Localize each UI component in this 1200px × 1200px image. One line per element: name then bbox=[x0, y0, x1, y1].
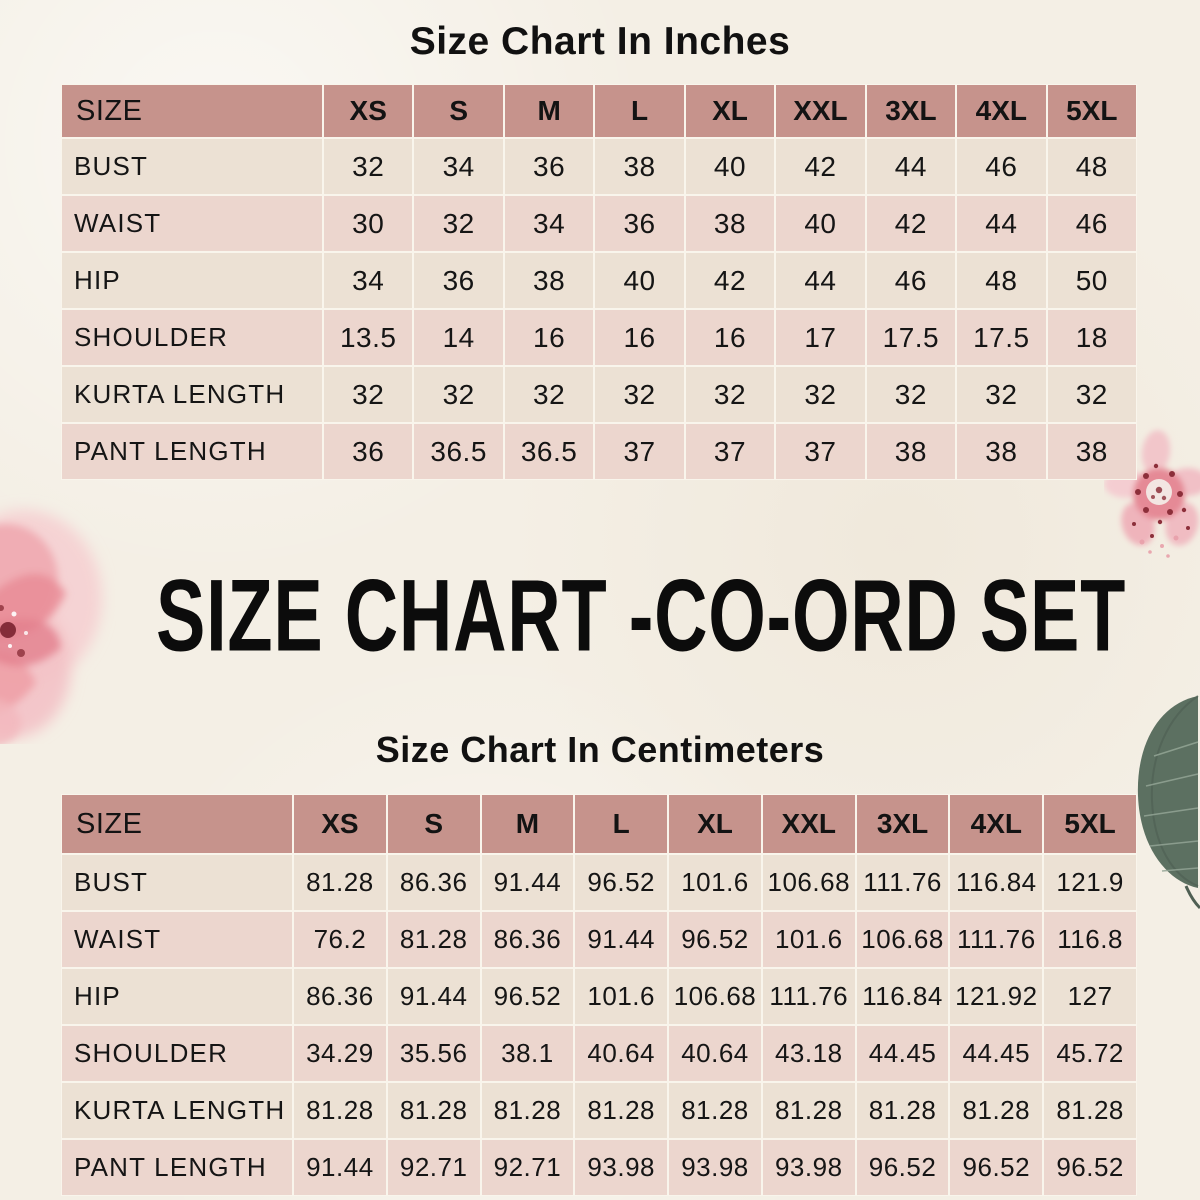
value-cell: 32 bbox=[776, 367, 864, 422]
value-cell: 96.52 bbox=[950, 1140, 1042, 1195]
value-cell: 127 bbox=[1044, 969, 1136, 1024]
value-cell: 34 bbox=[414, 139, 502, 194]
size-header-cell: SIZE bbox=[62, 85, 322, 137]
value-cell: 32 bbox=[505, 367, 593, 422]
value-cell: 81.28 bbox=[294, 855, 386, 910]
value-cell: 34 bbox=[324, 253, 412, 308]
value-cell: 44 bbox=[957, 196, 1045, 251]
value-cell: 36 bbox=[414, 253, 502, 308]
value-cell: 32 bbox=[595, 367, 683, 422]
value-cell: 96.52 bbox=[669, 912, 761, 967]
value-cell: 50 bbox=[1048, 253, 1136, 308]
column-header-cell: XL bbox=[686, 85, 774, 137]
column-header-cell: XL bbox=[669, 795, 761, 853]
row-label-cell: PANT LENGTH bbox=[62, 1140, 292, 1195]
value-cell: 16 bbox=[595, 310, 683, 365]
inches-size-table bbox=[62, 85, 1136, 479]
value-cell: 37 bbox=[686, 424, 774, 479]
column-header-cell: 3XL bbox=[857, 795, 949, 853]
cm-size-table bbox=[62, 795, 1136, 1195]
value-cell: 14 bbox=[414, 310, 502, 365]
left-flower-icon bbox=[0, 488, 116, 744]
value-cell: 37 bbox=[595, 424, 683, 479]
value-cell: 32 bbox=[324, 139, 412, 194]
value-cell: 46 bbox=[957, 139, 1045, 194]
value-cell: 81.28 bbox=[388, 912, 480, 967]
value-cell: 42 bbox=[867, 196, 955, 251]
column-header-cell: XS bbox=[324, 85, 412, 137]
size-header-cell: SIZE bbox=[62, 795, 292, 853]
value-cell: 44 bbox=[776, 253, 864, 308]
value-cell: 111.76 bbox=[950, 912, 1042, 967]
value-cell: 81.28 bbox=[294, 1083, 386, 1138]
value-cell: 111.76 bbox=[763, 969, 855, 1024]
value-cell: 116.8 bbox=[1044, 912, 1136, 967]
value-cell: 121.92 bbox=[950, 969, 1042, 1024]
cm-table-title: Size Chart In Centimeters bbox=[375, 729, 825, 770]
value-cell: 32 bbox=[867, 367, 955, 422]
value-cell: 81.28 bbox=[388, 1083, 480, 1138]
value-cell: 48 bbox=[1048, 139, 1136, 194]
value-cell: 38 bbox=[1048, 424, 1136, 479]
value-cell: 86.36 bbox=[482, 912, 574, 967]
column-header-cell: S bbox=[414, 85, 502, 137]
value-cell: 43.18 bbox=[763, 1026, 855, 1081]
value-cell: 92.71 bbox=[388, 1140, 480, 1195]
value-cell: 32 bbox=[1048, 367, 1136, 422]
column-header-cell: XXL bbox=[776, 85, 864, 137]
value-cell: 40.64 bbox=[669, 1026, 761, 1081]
value-cell: 106.68 bbox=[763, 855, 855, 910]
value-cell: 116.84 bbox=[857, 969, 949, 1024]
value-cell: 81.28 bbox=[857, 1083, 949, 1138]
value-cell: 93.98 bbox=[763, 1140, 855, 1195]
value-cell: 32 bbox=[414, 367, 502, 422]
row-label-cell: SHOULDER bbox=[62, 1026, 292, 1081]
value-cell: 46 bbox=[1048, 196, 1136, 251]
row-label-cell: SHOULDER bbox=[62, 310, 322, 365]
value-cell: 17.5 bbox=[867, 310, 955, 365]
value-cell: 17.5 bbox=[957, 310, 1045, 365]
column-header-cell: M bbox=[482, 795, 574, 853]
value-cell: 111.76 bbox=[857, 855, 949, 910]
value-cell: 37 bbox=[776, 424, 864, 479]
value-cell: 93.98 bbox=[575, 1140, 667, 1195]
row-label-cell: PANT LENGTH bbox=[62, 424, 322, 479]
value-cell: 13.5 bbox=[324, 310, 412, 365]
value-cell: 36.5 bbox=[414, 424, 502, 479]
value-cell: 44.45 bbox=[857, 1026, 949, 1081]
value-cell: 81.28 bbox=[1044, 1083, 1136, 1138]
row-label-cell: BUST bbox=[62, 855, 292, 910]
value-cell: 38 bbox=[957, 424, 1045, 479]
value-cell: 38 bbox=[686, 196, 774, 251]
column-header-cell: 4XL bbox=[950, 795, 1042, 853]
row-label-cell: BUST bbox=[62, 139, 322, 194]
value-cell: 38 bbox=[595, 139, 683, 194]
value-cell: 96.52 bbox=[575, 855, 667, 910]
row-label-cell: WAIST bbox=[62, 196, 322, 251]
value-cell: 81.28 bbox=[575, 1083, 667, 1138]
column-header-cell: L bbox=[575, 795, 667, 853]
value-cell: 36 bbox=[324, 424, 412, 479]
value-cell: 91.44 bbox=[575, 912, 667, 967]
column-header-cell: 5XL bbox=[1044, 795, 1136, 853]
leaf-icon bbox=[1128, 686, 1200, 910]
value-cell: 16 bbox=[686, 310, 774, 365]
row-label-cell: KURTA LENGTH bbox=[62, 1083, 292, 1138]
value-cell: 18 bbox=[1048, 310, 1136, 365]
value-cell: 81.28 bbox=[950, 1083, 1042, 1138]
row-label-cell: HIP bbox=[62, 969, 292, 1024]
value-cell: 81.28 bbox=[669, 1083, 761, 1138]
value-cell: 121.9 bbox=[1044, 855, 1136, 910]
value-cell: 40.64 bbox=[575, 1026, 667, 1081]
column-header-cell: 3XL bbox=[867, 85, 955, 137]
value-cell: 36 bbox=[505, 139, 593, 194]
value-cell: 32 bbox=[686, 367, 774, 422]
value-cell: 30 bbox=[324, 196, 412, 251]
value-cell: 32 bbox=[957, 367, 1045, 422]
row-label-cell: KURTA LENGTH bbox=[62, 367, 322, 422]
column-header-cell: 5XL bbox=[1048, 85, 1136, 137]
value-cell: 96.52 bbox=[1044, 1140, 1136, 1195]
value-cell: 38 bbox=[505, 253, 593, 308]
value-cell: 32 bbox=[324, 367, 412, 422]
value-cell: 36.5 bbox=[505, 424, 593, 479]
row-label-cell: HIP bbox=[62, 253, 322, 308]
value-cell: 42 bbox=[686, 253, 774, 308]
value-cell: 32 bbox=[414, 196, 502, 251]
value-cell: 34.29 bbox=[294, 1026, 386, 1081]
value-cell: 38 bbox=[867, 424, 955, 479]
value-cell: 116.84 bbox=[950, 855, 1042, 910]
value-cell: 106.68 bbox=[669, 969, 761, 1024]
value-cell: 91.44 bbox=[388, 969, 480, 1024]
column-header-cell: L bbox=[595, 85, 683, 137]
value-cell: 17 bbox=[776, 310, 864, 365]
column-header-cell: M bbox=[505, 85, 593, 137]
value-cell: 44 bbox=[867, 139, 955, 194]
value-cell: 44.45 bbox=[950, 1026, 1042, 1081]
value-cell: 76.2 bbox=[294, 912, 386, 967]
inches-table-title: Size Chart In Inches bbox=[409, 20, 791, 63]
value-cell: 106.68 bbox=[857, 912, 949, 967]
column-header-cell: S bbox=[388, 795, 480, 853]
value-cell: 96.52 bbox=[482, 969, 574, 1024]
value-cell: 34 bbox=[505, 196, 593, 251]
value-cell: 91.44 bbox=[294, 1140, 386, 1195]
value-cell: 86.36 bbox=[388, 855, 480, 910]
value-cell: 40 bbox=[776, 196, 864, 251]
column-header-cell: 4XL bbox=[957, 85, 1045, 137]
value-cell: 40 bbox=[686, 139, 774, 194]
value-cell: 92.71 bbox=[482, 1140, 574, 1195]
value-cell: 96.52 bbox=[857, 1140, 949, 1195]
value-cell: 45.72 bbox=[1044, 1026, 1136, 1081]
value-cell: 38.1 bbox=[482, 1026, 574, 1081]
column-header-cell: XXL bbox=[763, 795, 855, 853]
value-cell: 91.44 bbox=[482, 855, 574, 910]
value-cell: 16 bbox=[505, 310, 593, 365]
column-header-cell: XS bbox=[294, 795, 386, 853]
value-cell: 48 bbox=[957, 253, 1045, 308]
value-cell: 101.6 bbox=[575, 969, 667, 1024]
row-label-cell: WAIST bbox=[62, 912, 292, 967]
value-cell: 81.28 bbox=[763, 1083, 855, 1138]
value-cell: 40 bbox=[595, 253, 683, 308]
value-cell: 42 bbox=[776, 139, 864, 194]
value-cell: 46 bbox=[867, 253, 955, 308]
value-cell: 35.56 bbox=[388, 1026, 480, 1081]
value-cell: 101.6 bbox=[763, 912, 855, 967]
main-title: SIZE CHART -CO-ORD SET bbox=[156, 558, 1127, 674]
value-cell: 36 bbox=[595, 196, 683, 251]
value-cell: 93.98 bbox=[669, 1140, 761, 1195]
value-cell: 81.28 bbox=[482, 1083, 574, 1138]
value-cell: 86.36 bbox=[294, 969, 386, 1024]
value-cell: 101.6 bbox=[669, 855, 761, 910]
